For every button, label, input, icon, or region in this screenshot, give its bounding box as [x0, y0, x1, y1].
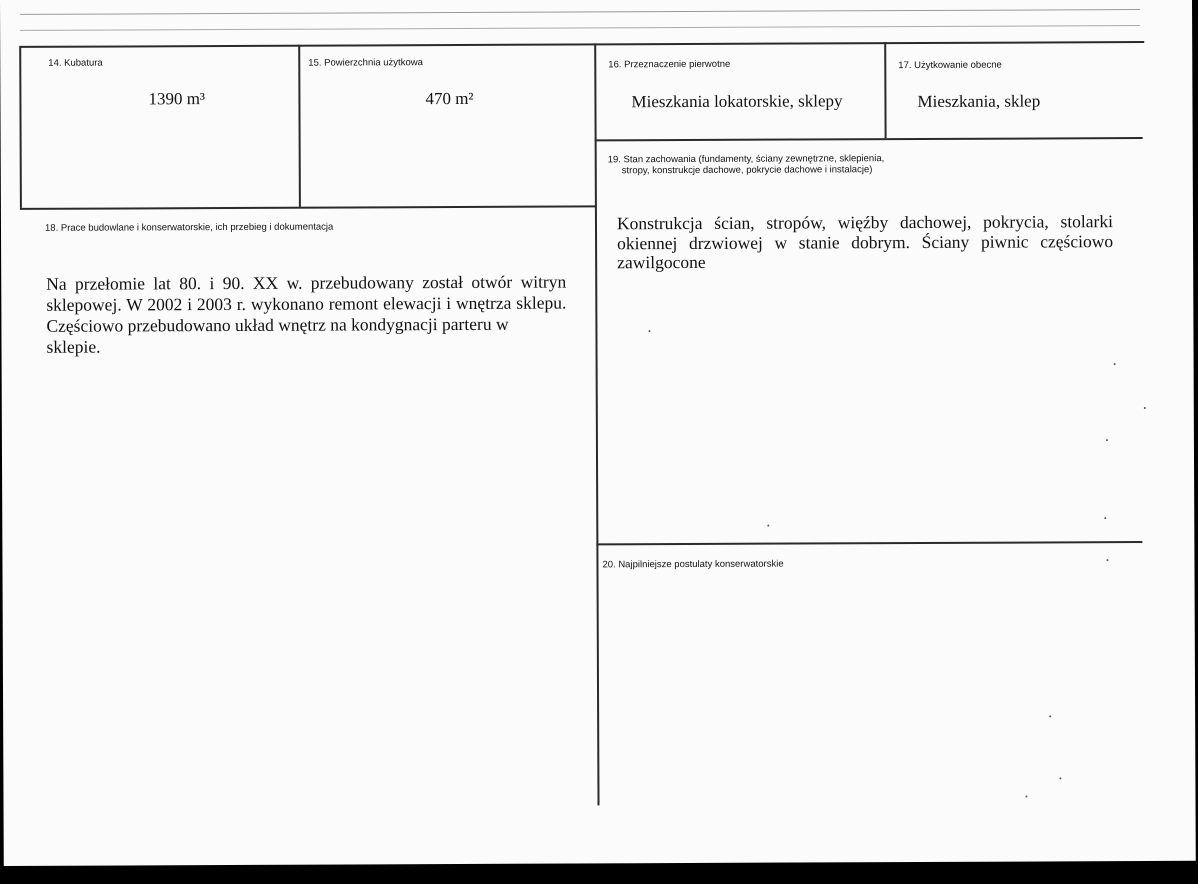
divider-15-16	[594, 43, 599, 805]
field-17-label: 17. Użytkowanie obecne	[898, 59, 1002, 72]
field-16-value: Mieszkania lokatorskie, sklepy	[631, 91, 843, 112]
field-18-line-1: Na przełomie lat 80. i 90. XX w. przebudowany został otwór witryn	[46, 271, 567, 294]
top-rule-2	[20, 25, 1140, 31]
top-rule	[20, 9, 1140, 15]
field-19-label-line1: 19. Stan zachowania (fundamenty, ściany zewnętrzne, sklepienia,	[607, 153, 885, 166]
field-19-line-2: okiennej drzwiowej w stanie dobrym. Ściany piwnic częściowo	[617, 231, 1114, 254]
field-14-value: 1390 m³	[148, 89, 206, 109]
field-17-value: Mieszkania, sklep	[917, 91, 1041, 111]
scan-speck	[1106, 559, 1108, 561]
divider-14-18	[20, 205, 596, 209]
field-18-line-2: sklepowej. W 2002 i 2003 r. wykonano remont elewacji i wnętrza sklepu.	[46, 292, 567, 315]
scan-speck	[767, 525, 769, 527]
scan-speck	[1049, 715, 1051, 717]
scan-speck	[1114, 363, 1116, 365]
field-15-label: 15. Powierzchnia użytkowa	[308, 57, 423, 69]
scan-speck	[1106, 439, 1108, 441]
field-16-label: 16. Przeznaczenie pierwotne	[608, 58, 731, 71]
field-20-label: 20. Najpilniejsze postulaty konserwatorskie	[602, 558, 784, 571]
scan-speck	[648, 330, 650, 332]
divider-14-15	[298, 45, 300, 207]
scan-speck	[1104, 517, 1106, 519]
divider-16-19	[595, 137, 1143, 141]
field-19-line-1: Konstrukcja ścian, stropów, więźby dachowej, pokrycia, stolarki	[616, 211, 1114, 234]
field-15-value: 470 m²	[425, 88, 474, 109]
scan-speck	[1144, 407, 1146, 409]
scan-speck	[1025, 796, 1027, 798]
row1-top-border	[20, 41, 1144, 47]
divider-19-20	[596, 541, 1142, 545]
field-18-line-3: Częściowo przebudowano układ wnętrz na kondygnacji parteru w sklepie.	[46, 313, 509, 357]
field-18-label: 18. Prace budowlane i konserwatorskie, ich przebieg i dokumentacja	[44, 221, 334, 234]
field-19-line-3: zawilgocone	[617, 251, 706, 273]
scan-speck	[1059, 777, 1061, 779]
field-19-label-line2: stropy, konstrukcje dachowe, pokrycie dachowe i instalacje)	[621, 164, 873, 177]
left-border	[19, 46, 21, 208]
field-14-label: 14. Kubatura	[48, 57, 103, 69]
divider-16-17	[884, 42, 886, 138]
